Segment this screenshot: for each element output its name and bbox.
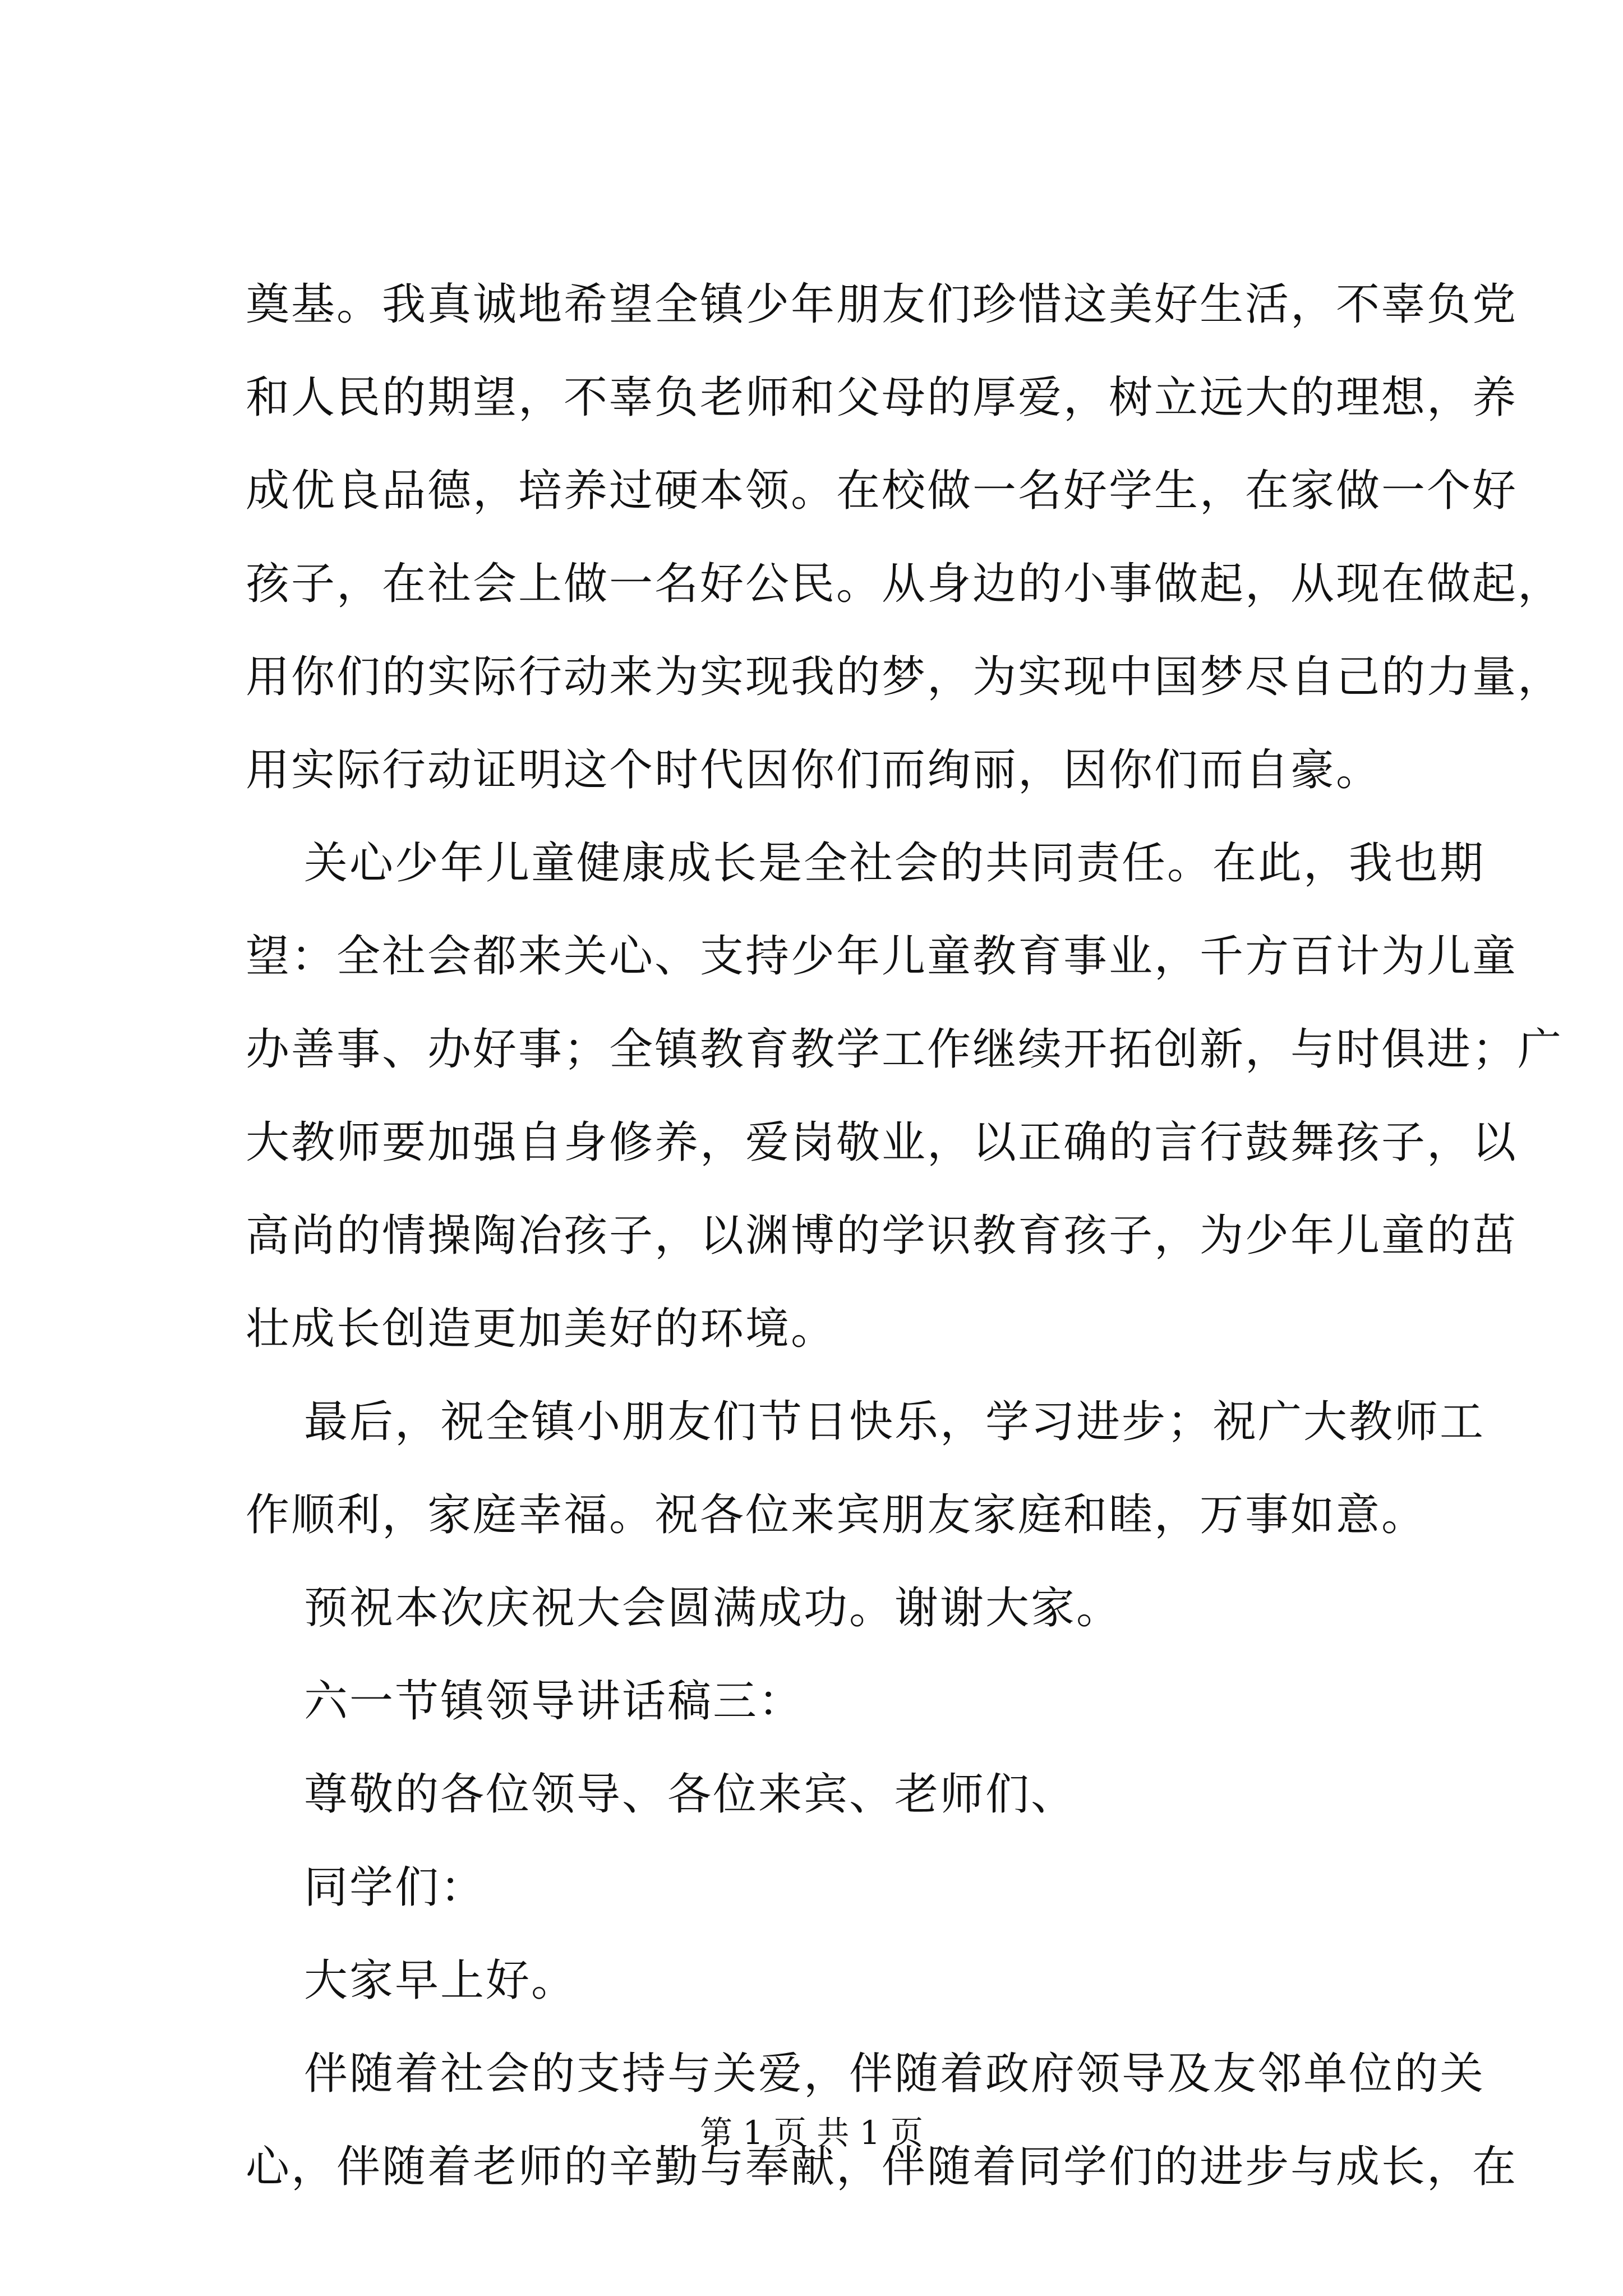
text-line: 大教师要加强自身修养，爱岗敬业，以正确的言行鼓舞孩子，以	[246, 1117, 1518, 1168]
text-line: 用实际行动证明这个时代因你们而绚丽，因你们而自豪。	[246, 745, 1382, 795]
text-line: 办善事、办好事；全镇教育教学工作继续开拓创新，与时俱进；广	[246, 1024, 1564, 1075]
paragraph-first-line: 最后，祝全镇小朋友们节日快乐，学习进步；祝广大教师工	[304, 1397, 1486, 1447]
paragraph-first-line: 伴随着社会的支持与关爱，伴随着政府领导及友邻单位的关	[304, 2049, 1486, 2099]
text-line: 高尚的情操陶冶孩子，以渊博的学识教育孩子，为少年儿童的茁	[246, 1211, 1518, 1261]
section-heading: 六一节镇领导讲话稿三：	[304, 1676, 804, 1727]
salutation-line: 同学们：	[304, 1862, 486, 1913]
salutation-line: 尊敬的各位领导、各位来宾、老师们、	[304, 1769, 1077, 1820]
document-body	[246, 258, 1564, 2214]
text-line: 望：全社会都来关心、支持少年儿童教育事业，千方百计为儿童	[246, 931, 1518, 982]
text-line: 成优良品德，培养过硬本领。在校做一名好学生，在家做一个好	[246, 466, 1518, 516]
text-line: 用你们的实际行动来为实现我的梦，为实现中国梦尽自己的力量，	[246, 652, 1564, 702]
text-line: 作顺利，家庭幸福。祝各位来宾朋友家庭和睦，万事如意。	[246, 1490, 1427, 1540]
text-line: 和人民的期望，不辜负老师和父母的厚爱，树立远大的理想，养	[246, 372, 1518, 423]
text-line: 奠基。我真诚地希望全镇少年朋友们珍惜这美好生活，不辜负党	[246, 279, 1518, 330]
paragraph-first-line: 关心少年儿童健康成长是全社会的共同责任。在此，我也期	[304, 838, 1486, 889]
text-line: 壮成长创造更加美好的环境。	[246, 1304, 837, 1354]
text-line: 孩子，在社会上做一名好公民。从身边的小事做起，从现在做起，	[246, 559, 1564, 609]
paragraph-first-line: 预祝本次庆祝大会圆满成功。谢谢大家。	[304, 1583, 1122, 1634]
text-line: 心，伴随着老师的辛勤与奉献，伴随着同学们的进步与成长，在	[246, 2142, 1518, 2192]
page-footer: 第 1 页 共 1 页	[700, 2114, 923, 2152]
greeting-line: 大家早上好。	[304, 1955, 577, 2006]
